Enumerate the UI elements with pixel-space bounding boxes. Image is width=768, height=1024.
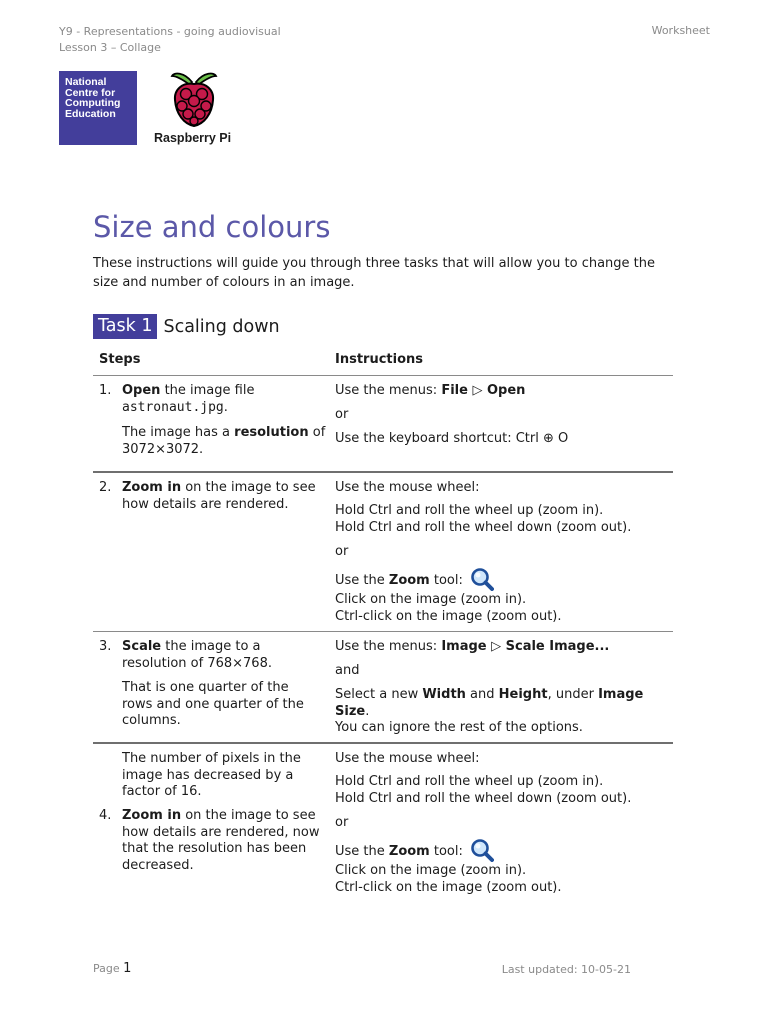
instruction-select-and: and xyxy=(465,687,499,702)
instruction-menu-path: File ▷ Open xyxy=(441,383,526,398)
task-title: Scaling down xyxy=(163,316,280,337)
instruction-tool-post: tool: xyxy=(429,573,463,588)
file-name: astronaut.jpg xyxy=(122,399,224,415)
step-text xyxy=(122,639,327,672)
step-text xyxy=(122,808,327,874)
step-action: Open xyxy=(122,383,161,398)
step-text-rest: the image to a xyxy=(161,639,261,654)
instruction-ctrl-click: Ctrl-click on the image (zoom out). xyxy=(335,608,562,624)
instruction-tool-pre: Use the xyxy=(335,573,389,588)
step-pre-note-line: factor of 16. xyxy=(122,784,202,799)
instruction-zoom-in: Hold Ctrl and roll the wheel up (zoom in). xyxy=(335,503,604,518)
step-pre-note-line: image has decreased by a xyxy=(122,767,294,783)
raspberry-icon xyxy=(168,70,220,128)
instruction-zoom-tool xyxy=(335,838,673,862)
instruction-and: and xyxy=(335,663,360,678)
ncce-logo-line: Centre for xyxy=(65,86,116,99)
step-action: Zoom in xyxy=(122,480,182,495)
instruction-wheel-steps xyxy=(335,774,673,807)
ncce-logo-line: National xyxy=(65,76,107,88)
instruction-wheel: Use the mouse wheel: xyxy=(335,480,480,495)
row-divider xyxy=(93,742,673,744)
step-text-rest: on the image to see xyxy=(181,808,316,823)
step-text-rest: on the image to see xyxy=(181,480,316,495)
instruction-or: or xyxy=(335,544,349,559)
step-number: 4. xyxy=(99,808,112,823)
instruction-select-under: , under xyxy=(547,687,599,702)
instruction-shortcut: Use the keyboard shortcut: Ctrl ⊕ O xyxy=(335,431,569,446)
step-number: 1. xyxy=(99,383,112,398)
step-text-line: how details are rendered, now xyxy=(122,824,320,840)
row-divider xyxy=(93,631,673,632)
instructions-column-header: Instructions xyxy=(335,352,424,367)
page-label: Page xyxy=(93,962,124,975)
instruction-click: Click on the image (zoom in). xyxy=(335,592,527,607)
zoom-tool-icon xyxy=(470,567,494,591)
instruction-height: Height xyxy=(498,687,548,702)
instruction-menu-pre: Use the menus: xyxy=(335,639,442,654)
step-note-post: of xyxy=(308,425,326,440)
instruction-zoom-out: Hold Ctrl and roll the wheel down (zoom out). xyxy=(335,519,632,535)
step-note xyxy=(122,425,327,458)
course-title: Y9 - Representations - going audiovisual xyxy=(59,25,281,38)
step-note-pre: The image has a xyxy=(122,425,235,440)
zoom-tool-icon xyxy=(470,838,494,862)
ncce-logo-line: Education xyxy=(65,107,116,120)
page-title: Size and colours xyxy=(93,210,331,244)
instruction-ignore: You can ignore the rest of the options. xyxy=(335,720,583,735)
instruction-wheel: Use the mouse wheel: xyxy=(335,751,480,766)
raspberry-pi-logo xyxy=(150,70,240,150)
instruction-select-size xyxy=(335,687,673,737)
step-text-suffix: . xyxy=(223,399,228,415)
instruction-select-end: . xyxy=(365,703,370,719)
step-pre-note xyxy=(122,751,327,801)
instruction-text xyxy=(335,383,673,400)
instruction-zoom-tool xyxy=(335,567,673,591)
step-text xyxy=(122,480,327,513)
step-text xyxy=(122,383,327,416)
raspberry-pi-wordmark: Raspberry Pi xyxy=(154,131,232,145)
instruction-width: Width xyxy=(422,687,466,702)
page-footer-number xyxy=(93,961,131,976)
instruction-click-steps xyxy=(335,592,673,625)
page-header xyxy=(59,24,281,55)
step-note xyxy=(122,680,327,730)
step-text-line: decreased. xyxy=(122,857,194,873)
instruction-ctrl-click: Ctrl-click on the image (zoom out). xyxy=(335,879,562,895)
document-type: Worksheet xyxy=(651,24,710,37)
step-pre-note-line: The number of pixels in the xyxy=(122,751,301,766)
instruction-select-pre: Select a new xyxy=(335,687,423,702)
steps-column-header: Steps xyxy=(99,352,141,367)
step-note-resolution: 3072⨯3072. xyxy=(122,441,204,457)
step-note-line: rows and one quarter of the xyxy=(122,696,304,712)
instruction-zoom-out: Hold Ctrl and roll the wheel down (zoom out). xyxy=(335,790,632,806)
instruction-wheel-steps xyxy=(335,503,673,536)
step-number: 2. xyxy=(99,480,112,495)
step-text-rest: the image file xyxy=(160,383,255,398)
instruction-or: or xyxy=(335,407,349,422)
task-heading xyxy=(93,314,280,339)
intro-paragraph: These instructions will guide you through three tasks that will allow you to change the size and number of colours in an image. xyxy=(93,256,656,290)
instruction-tool-pre: Use the xyxy=(335,844,389,859)
step-note-line: That is one quarter of the xyxy=(122,680,289,695)
instruction-or: or xyxy=(335,815,349,830)
step-text-line: that the resolution has been xyxy=(122,841,307,856)
last-updated: Last updated: 10-05-21 xyxy=(501,963,631,976)
header-divider xyxy=(93,375,673,376)
step-note-bold: resolution xyxy=(234,425,309,440)
step-text-line2: resolution of 768⨯768. xyxy=(122,655,272,671)
row-divider xyxy=(93,471,673,473)
step-note-line: columns. xyxy=(122,713,181,728)
instruction-click-steps xyxy=(335,863,673,896)
lesson-title: Lesson 3 – Collage xyxy=(59,40,161,54)
task-tag: Task 1 xyxy=(93,314,157,339)
page-number: 1 xyxy=(123,961,132,976)
instruction-menu-pre: Use the menus: xyxy=(335,383,442,398)
instruction-tool-name: Zoom xyxy=(388,573,430,588)
instruction-zoom-in: Hold Ctrl and roll the wheel up (zoom in). xyxy=(335,774,604,789)
step-text-line2: how details are rendered. xyxy=(122,496,289,512)
instruction-tool-name: Zoom xyxy=(388,844,430,859)
instruction-image-size: Image Size xyxy=(335,687,644,719)
step-number: 3. xyxy=(99,639,112,654)
ncce-logo-line: Computing xyxy=(65,97,121,109)
instruction-menu-path: Image ▷ Scale Image... xyxy=(441,639,610,654)
ncce-logo xyxy=(59,71,137,145)
step-action: Zoom in xyxy=(122,808,182,823)
instruction-click: Click on the image (zoom in). xyxy=(335,863,527,878)
step-action: Scale xyxy=(122,639,162,654)
instruction-tool-post: tool: xyxy=(429,844,463,859)
instruction-text xyxy=(335,639,673,656)
